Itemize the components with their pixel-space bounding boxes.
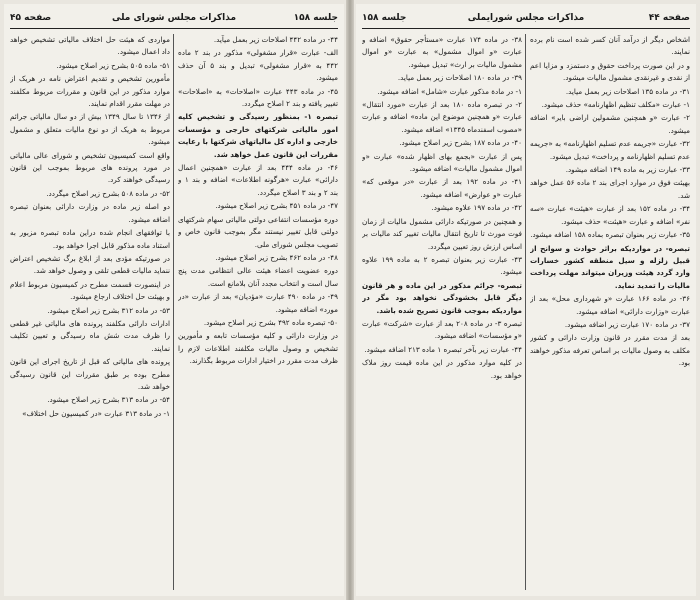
paragraph: ۴۱- در ماده ۱۹۲ بعد از عبارت «در موقعی که» عبارت «و عوارض» اضافه میشود. xyxy=(362,177,522,199)
paragraph: ۵۳- در ماده ۳۱۲ بشرح زیر اصلاح میشود. xyxy=(47,305,170,315)
paragraph: ۴۰- در ماده ۱۸۷ بشرح زیر اصلاح میشود. xyxy=(399,138,522,148)
paragraph: ۴۵- در ماده ۴۴۳ عبارت «اصلاحات» به «اصلاحات» تغییر یافته و بند ۲ اصلاح میگردد. xyxy=(178,86,338,109)
paragraph: ۳۹- در ماده ۱۸۰ اصلاحات زیر بعمل میاید. xyxy=(397,73,522,83)
paragraph: تبصره- جرائم مذکور در این ماده و هر قانون دیگر قابل بخشودگی نخواهد بود مگر در مواردیکه بموجب قانون تصریح شده باشد. xyxy=(362,280,522,315)
text-column-right xyxy=(178,34,338,590)
paragraph: ۴۷- در ماده ۴۵۱ بشرح زیر اصلاح میشود. xyxy=(215,201,338,211)
paragraph: ۴۶- در ماده ۴۴۴ بعد از عبارت «همچنین اعمال دارائی» عبارت «هرگونه اطلاعات» اضافه و بند ۱ و بند ۲ و بند ۳ اصلاح میگردد. xyxy=(178,163,338,197)
left-page-columns xyxy=(10,34,338,590)
paragraph: ۱- در مادة مذکور عبارت «شامل» اضافه میشود. xyxy=(377,86,522,96)
paragraph: ۴۴- عبارت زیر بآخر تبصره ۱ ماده ۲۱۳ اضافه میشود. xyxy=(364,344,522,354)
paragraph: در صورتیکه مؤدی بعد از ابلاغ برگ تشخیص اعتراض ننماید مالیات قطعی تلقی و وصول خواهد شد. xyxy=(10,253,170,276)
left-page-header xyxy=(10,10,338,29)
header-title: مذاکرات مجلس شورای ملی xyxy=(111,13,237,23)
paragraph: دوره مؤسسات انتفاعی دولتی مالیاتی سهام شرکتهای دولتی قابل تغییر نیستند مگر بموجب قانون خاص و تصویب مجلس شورای ملی. xyxy=(178,214,338,249)
header-session: جلسه ۱۵۸ xyxy=(362,13,407,23)
paragraph: تبصره ۱- بمنظور رسیدگی و تشخیص کلیه امور مالیاتی شرکتهای خارجی و مؤسسات خارجی و اداره کل مالیاتهای شرکتها با رعایت مقررات این قانون عمل خواهد شد. xyxy=(178,112,338,159)
paragraph: ادارات دارائی مکلفند پرونده های مالیاتی غیر قطعی را ظرف مدت شش ماه رسیدگی و تعیین تکلیف نمایند. xyxy=(10,318,170,353)
paragraph: ۵۲- در ماده ۵۰۸ بشرح زیر اصلاح میگردد. xyxy=(46,188,170,198)
paragraph: ۵۱- ماده ۵۰۵ بشرح زیر اصلاح میشود. xyxy=(56,60,170,70)
header-page-number: صفحه ۴۵ xyxy=(10,13,52,23)
paragraph: ۳۲- عبارت «جریمه عدم تسلیم اظهارنامه» به «جریمه عدم تسلیم اظهارنامه و پرداخت» تبدیل میشود. xyxy=(530,139,690,161)
paragraph: ۳۷- در ماده ۱۷۰ عبارت زیر اضافه میشود. xyxy=(564,319,690,329)
paragraph: در کلیه موارد مذکور در این ماده قیمت روز ملاک خواهد بود. xyxy=(362,358,522,380)
header-page-number: صفحه ۴۴ xyxy=(648,13,690,23)
book-gutter xyxy=(346,0,354,600)
paragraph: ۳۴- در ماده ۱۵۲ بعد از عبارت «هیئت» عبارت «سه نفر» اضافه و عبارت «هیئت» حذف میشود. xyxy=(530,204,690,226)
paragraph: پس از عبارت «بجمع بهای اظهار شده» عبارت «و اموال مشمول مالیات» اضافه میشود. xyxy=(362,151,522,174)
paragraph: و در این صورت پرداخت حقوق و دستمزد و مزایا اعم از نقدی و غیرنقدی مشمول مالیات میشود. xyxy=(530,60,690,83)
paragraph: بعد از مدت مقرر در قانون وزارت دارائی و کشور مکلف به وصول مالیات بر اساس تعرفه مذکور خواهند بود. xyxy=(530,333,690,368)
paragraph: پرونده های مالیاتی که قبل از تاریخ اجرای این قانون مطرح بوده بر طبق مقررات این قانون رسیدگی خواهد شد. xyxy=(10,357,170,391)
paragraph: ۳۱- در ماده ۱۳۵ اصلاحات زیر بعمل میاید. xyxy=(565,86,690,96)
right-page-columns xyxy=(362,34,690,590)
left-page xyxy=(4,4,344,596)
right-page xyxy=(356,4,696,596)
paragraph: ۳۳- عبارت زیر به ماده ۱۴۹ اضافه میشود. xyxy=(565,165,690,175)
paragraph: ۱- عبارت «مکلف تنظیم اظهارنامه» حذف میشود. xyxy=(541,100,690,110)
text-column-left xyxy=(362,34,522,590)
paragraph: ۳۶- در ماده ۱۶۶ عبارت «و شهرداری محل» بعد از عبارت «وزارت دارائی» اضافه میشود. xyxy=(530,294,690,316)
paragraph: ۵۰- تبصره ماده ۴۹۲ بشرح زیر اصلاح میشود. xyxy=(203,317,338,327)
paragraph: مأمورین تشخیص و تقدیم اعتراض نامه در هریک از موارد مذکور در این قانون و مقررات مربوط مکلفند در مهلت مقرر اقدام نمایند. xyxy=(10,74,170,109)
paragraph: ۴۸- در ماده ۴۶۲ بشرح زیر اصلاح میشود. xyxy=(215,252,338,262)
paragraph: در وزارت دارائی و کلیه مؤسسات تابعه و مأمورین تشخیص و وصول مالیات مکلفند اطلاعات لازم را ظرف مدت مقرر در اختیار ادارات مربوط بگذارند. xyxy=(178,331,338,366)
header-session: جلسه ۱۵۸ xyxy=(293,13,338,23)
paragraph: از ۱۳۴۶ تا سال ۱۳۴۹ بیش از دو سال مالیاتی جرائم مربوط به هریک از دو نوع مالیات متعلق و مشمول میشود. xyxy=(10,112,170,147)
paragraph: ۳۵- عبارت زیر بعنوان تبصره بماده ۱۵۸ اضافه میشود. xyxy=(530,230,690,240)
paragraph: ۳۸- در ماده ۱۷۴ عبارت «مستأجر حقوق» اضافه و عبارت «و اموال مشمول» به عبارت «و اموال مشمول مالیات بر ارث» تبدیل میشود. xyxy=(362,35,522,69)
column-divider xyxy=(173,34,174,590)
paragraph: ۵۴- در ماده ۳۱۳ بشرح زیر اصلاح میشود. xyxy=(47,395,170,405)
paragraph: با توافقهای انجام شده دراین ماده تبصره مزبور به استناد ماده مذکور قابل اجرا خواهد بود. xyxy=(10,228,170,250)
text-column-left xyxy=(10,34,170,590)
paragraph: تبصره ۳- در ماده ۲۰۸ بعد از عبارت «شرکت» عبارت «و مؤسسات» اضافه میشود. xyxy=(362,318,522,341)
paragraph: اشخاص دیگر از درآمد آنان کسر شده است نام برده نمایند. xyxy=(530,35,690,57)
paragraph: ۴۴- در ماده ۴۴۲ اصلاحات زیر بعمل میآید. xyxy=(213,35,338,44)
paragraph: در اینصورت قسمت مطرح در کمیسیون مربوط اعلام و بهیئت حل اختلاف ارجاع میشود. xyxy=(10,279,170,302)
paragraph: مواردی که هیئت حل اختلاف مالیاتی تشخیص خواهد داد اعمال میشود. xyxy=(10,35,170,57)
right-page-header xyxy=(362,10,690,29)
paragraph: ۲- در تبصره ماده ۱۸۰ بعد از عبارت «مورد انتقال» عبارت «و همچنین موضوع این ماده» اضافه و عبارت «مصوب اسفندماه ۱۳۴۵» اضافه میشود. xyxy=(362,100,522,134)
text-column-right xyxy=(530,34,690,590)
paragraph: و همچنین در صورتیکه دارائی مشمول مالیات از زمان فوت مورث تا تاریخ انتقال مالیات تغییر کند مالیات بر اساس ارزش روز تعیین میگردد. xyxy=(362,216,522,251)
paragraph: ۲- عبارت «و همچنین مشمولین اراضی بایر» اضافه میشود. xyxy=(530,113,690,135)
paragraph: الف- عبارت «قرار مشغولی» مذکور در بند ۲ ماده ۴۴۲ به «قرار مشغولی» تبدیل و بند ۵ آن حذف میشود. xyxy=(178,48,338,83)
header-title: مذاکرات مجلس شورایملی xyxy=(467,13,585,23)
column-divider xyxy=(525,34,526,590)
paragraph: ۱- در مادة ۳۱۳ عبارت «در کمیسیون حل اختلاف» xyxy=(22,408,170,418)
paragraph: ۴۲- در ماده ۱۹۷ علاوه میشود. xyxy=(431,203,522,213)
paragraph: دوره عضویت اعضاء هیئت عالی انتظامی مدت پنج سال است و انتخاب مجدد آنان بلامانع است. xyxy=(178,266,338,288)
paragraph: بهیئت فوق در موارد اجرای بند ۲ ماده ۵۶ عمل خواهد شد. xyxy=(530,178,690,200)
paragraph: دو اصله زیر ماده در وزارت دارائی بعنوان تبصره اضافه میشود. xyxy=(10,202,170,224)
paragraph: ۴۳- عبارت زیر بعنوان تبصره ۲ به ماده ۱۹۹ علاوه میشود. xyxy=(362,254,522,277)
paragraph: ۴۹- در ماده ۴۹۰ عبارت «مؤدیان» بعد از عبارت «در مورد» اضافه میشود. xyxy=(178,292,338,314)
paragraph: تبصره- در مواردیکه براثر حوادث و سوانح از قبیل زلزله و سیل منطقه کشور خسارات وارد گردد هیئت وزیران میتواند مهلت پرداخت مالیات را تمدید نماید. xyxy=(530,243,690,290)
paragraph: واقع است کمیسیون تشخیص و شورای عالی مالیاتی در مورد پرونده های مربوط بموجب این قانون رسیدگی خواهند کرد. xyxy=(10,150,170,185)
